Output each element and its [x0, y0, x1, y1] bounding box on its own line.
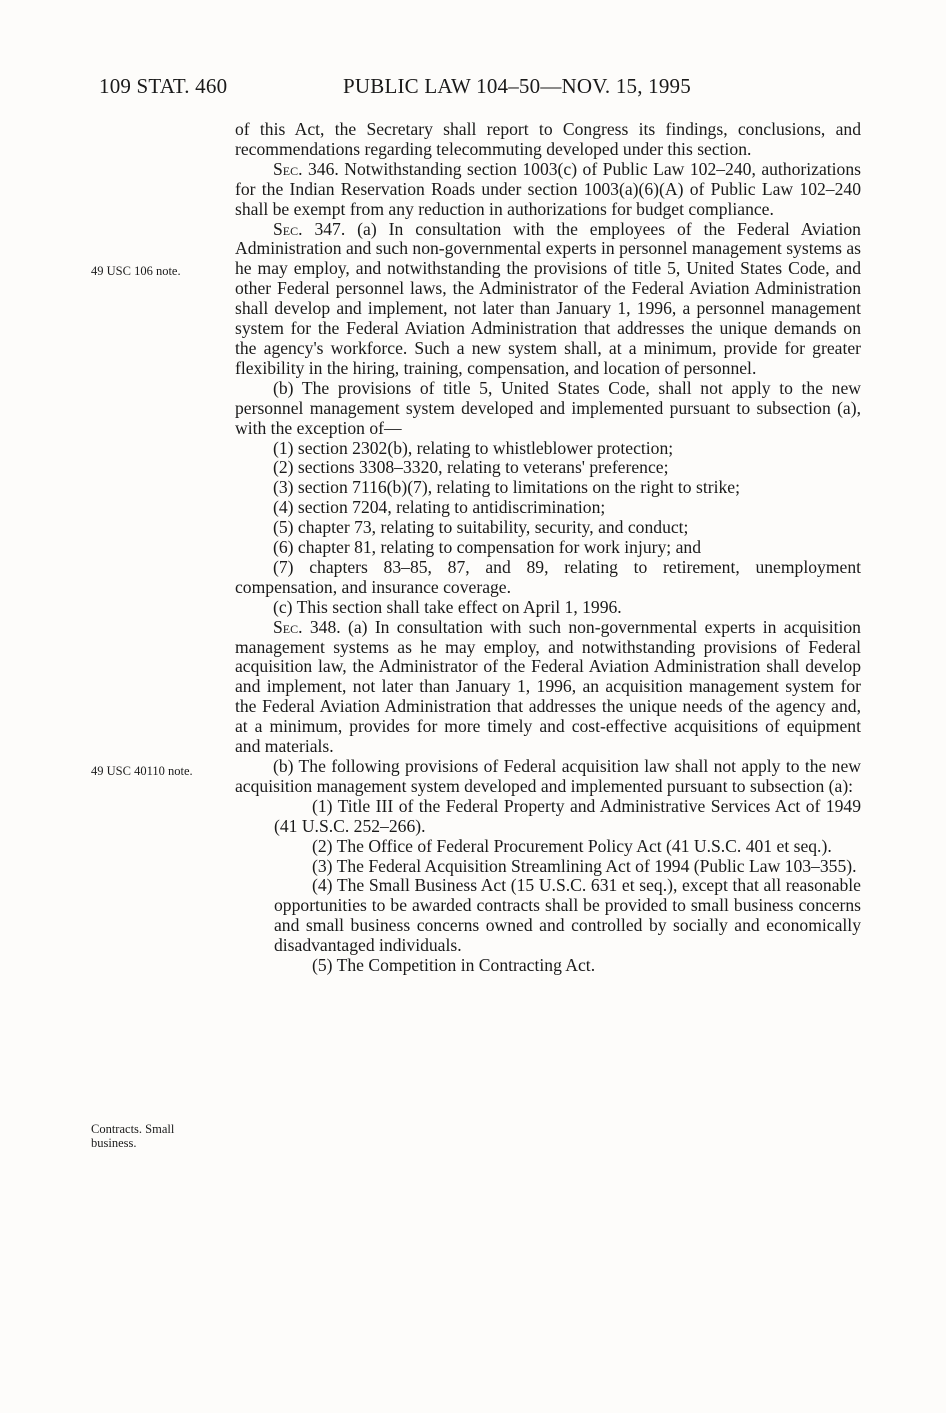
- section-347-b: (b) The provisions of title 5, United States Code, shall not apply to the new personnel management system developed and implemented pursuant to subsection (a), with the exception of—: [235, 377, 861, 438]
- list-item: (3) section 7116(b)(7), relating to limitations on the right to strike;: [273, 477, 740, 498]
- section-347-a: [235, 220, 861, 379]
- list-item: (2) sections 3308–3320, relating to veterans' preference;: [273, 457, 669, 478]
- margin-note-sec347: 49 USC 106 note.: [91, 264, 181, 278]
- list-item: (6) chapter 81, relating to compensation for work injury; and: [273, 537, 701, 558]
- margin-note-sec348: 49 USC 40110 note.: [91, 764, 193, 778]
- list-item: (5) The Competition in Contracting Act.: [312, 955, 596, 976]
- section-347-c: (c) This section shall take effect on April 1, 1996.: [273, 596, 622, 617]
- section-label: Sec. 348.: [273, 616, 341, 637]
- list-item: (2) The Office of Federal Procurement Policy Act (41 U.S.C. 401 et seq.).: [312, 835, 832, 856]
- section-348-b: (b) The following provisions of Federal acquisition law shall not apply to the new acquisition management system developed and implemented pursuant to subsection (a):: [235, 756, 861, 796]
- running-title: PUBLIC LAW 104–50—NOV. 15, 1995: [343, 74, 691, 98]
- section-text: (a) In consultation with such non-governmental experts in acquisition management systems as he may employ, and notwithstanding provisions of Federal acquisition law, the Administrator of the Federal Aviation Administration shall develop and implement, not later than January 1, 1996, an acquisition management system for the Federal Aviation Administration that addresses the unique needs of the agency and, at a minimum, provides for more timely and cost-effective acquisitions of equipment and materials.: [235, 616, 861, 757]
- paragraph-continuation: of this Act, the Secretary shall report to Congress its findings, conclusions, and recommendations regarding telecommuting developed under this section.: [235, 119, 861, 159]
- list-item: (1) Title III of the Federal Property and Administrative Services Act of 1949 (41 U.S.C. 252–266).: [274, 795, 861, 836]
- section-348-a: [235, 618, 861, 757]
- list-item: (5) chapter 73, relating to suitability, security, and conduct;: [273, 517, 689, 538]
- section-text: (a) In consultation with the employees of the Federal Aviation Administration and such non-governmental experts in personnel management systems as he may employ, and notwithstanding the provisions of title 5, United States Code, and other Federal personnel laws, the Administrator of the Federal Aviation Administration shall develop and implement, not later than January 1, 1996, a personnel management system for the Federal Aviation Administration that addresses the unique demands on the agency's workforce. Such a new system shall, at a minimum, provide for greater flexibility in the hiring, training, compensation, and location of personnel.: [235, 218, 861, 378]
- section-text: Notwithstanding section 1003(c) of Public Law 102–240, authorizations for the Indian Reservation Roads under section 1003(a)(6)(A) of Public Law 102–240 shall be exempt from any reduction in authorizations for budget compliance.: [235, 158, 861, 219]
- list-item: (7) chapters 83–85, 87, and 89, relating to retirement, unemployment compensation, and insurance coverage.: [235, 556, 861, 597]
- statute-page-number: 109 STAT. 460: [99, 74, 228, 98]
- section-label: Sec. 347.: [273, 218, 346, 239]
- section-346: [235, 160, 861, 220]
- section-label: Sec. 346.: [273, 158, 339, 179]
- list-item: (4) section 7204, relating to antidiscrimination;: [273, 497, 606, 518]
- list-item: (4) The Small Business Act (15 U.S.C. 631 et seq.), except that all reasonable opportunities to be awarded contracts shall be provided to small business concerns and small business concerns owned and controlled by socially and economically disadvantaged individuals.: [274, 875, 861, 956]
- margin-note-contracts: Contracts. Small business.: [91, 1122, 175, 1150]
- list-item: (1) section 2302(b), relating to whistleblower protection;: [273, 437, 674, 458]
- list-item: (3) The Federal Acquisition Streamlining Act of 1994 (Public Law 103–355).: [312, 855, 857, 876]
- document-body: [235, 120, 861, 976]
